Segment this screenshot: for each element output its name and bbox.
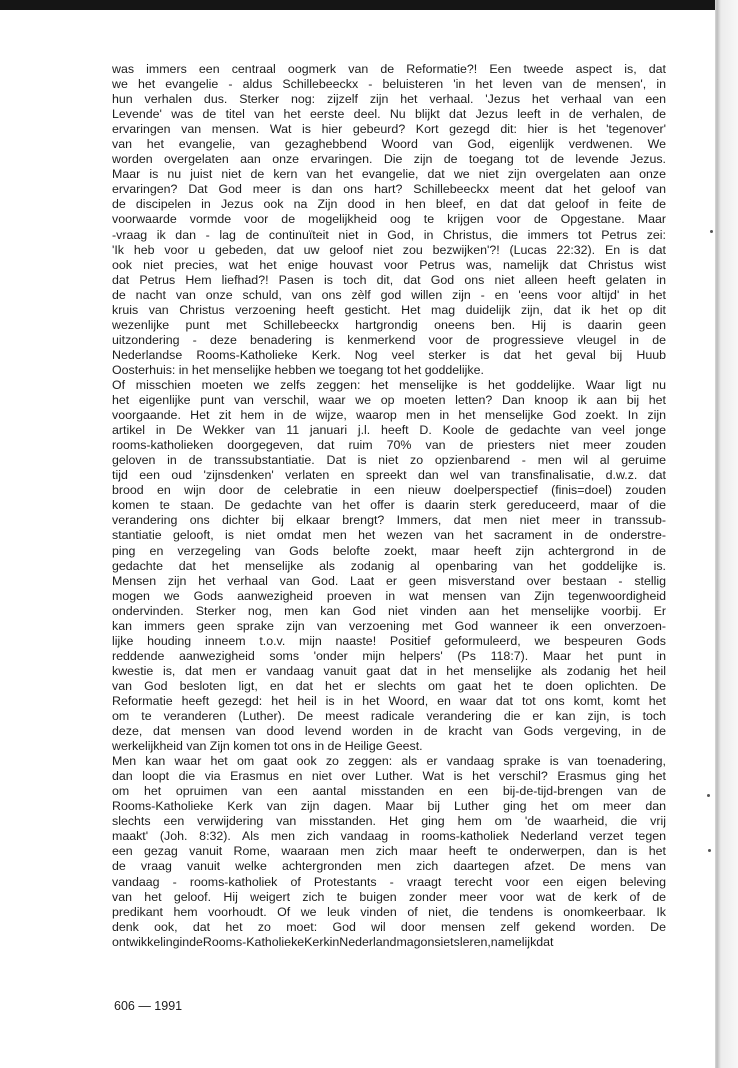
- text-line: de vraag vanuit welke achtergronden men zich daartegen afzet. De mens van: [112, 859, 666, 874]
- text-line: deze, dat mensen van dood levend worden in de kracht van Gods vergeving, in de: [112, 724, 666, 739]
- text-line: wezenlijke punt met Schillebeeckx hartgrondig oneens ben. Hij is daarin geen: [112, 317, 666, 332]
- paragraph: [112, 378, 666, 754]
- text-line: Reformatie heeft gezegd: het heil is in het Woord, en waar dat tot ons komt, komt het: [112, 693, 666, 708]
- text-line: Nederlandse Rooms-Katholieke Kerk. Nog veel sterker is dat het geval bij Huub: [112, 347, 666, 362]
- text-line: ondervinden. Sterker nog, men kan God niet vinden aan het menselijke voorbij. Er: [112, 603, 666, 618]
- text-line: Maar is nu juist niet de kern van het evangelie, dat we niet zijn overgelaten aan onze: [112, 167, 666, 182]
- text-line: Men kan waar het om gaat ook zo zeggen: als er vandaag sprake is van toenadering,: [112, 754, 666, 769]
- page-folio: 606 — 1991: [114, 999, 183, 1013]
- text-line: brood en wijn door de celebratie in een nieuw doelperspectief (finis=doel) zouden: [112, 483, 666, 498]
- text-line: Of misschien moeten we zelfs zeggen: het menselijke is het goddelijke. Waar ligt nu: [112, 377, 666, 392]
- text-line: verandering ons dichter bij elkaar brengt? Immers, dat men niet meer in transsub-: [112, 513, 666, 528]
- scan-speck: [708, 849, 711, 852]
- text-line: het eigenlijke punt van verschil, waar we op moeten letten? Dan knoop ik aan bij het: [112, 393, 666, 408]
- text-line: geloven in de transsubstantiatie. Dat is niet zo opzienbarend - men wil al geruime: [112, 453, 666, 468]
- text-line: voorgaande. Het zit hem in de wijze, waarop men in het menselijke God zoekt. In zijn: [112, 408, 666, 423]
- text-line: om te veranderen (Luther). De meest radicale verandering die er kan zijn, is toch: [112, 709, 666, 724]
- paragraph: [112, 754, 666, 950]
- text-line: gedachte dat het menselijke als zodanig al openbaring van het goddelijke is.: [112, 558, 666, 573]
- text-line: was immers een centraal oogmerk van de Reformatie?! Een tweede aspect is, dat: [112, 62, 666, 76]
- text-line: dat Petrus Hem liefhad?! Pasen is toch dit, dat God ons niet alleen heeft gelaten in: [112, 272, 666, 287]
- text-line: worden overgelaten aan onze ervaringen. Die zijn de toegang tot de levende Jezus.: [112, 152, 666, 167]
- text-line: werkelijkheid van Zijn komen tot ons in de Heilige Geest.: [112, 739, 423, 754]
- text-line: van het evangelie, van gezaghebbend Woord van God, eigenlijk verdwenen. We: [112, 137, 666, 152]
- text-line: slechts een verwijdering van misstanden. Het ging hem om 'de waarheid, die vrij: [112, 814, 666, 829]
- text-line: predikant hem voorhoudt. Of we leuk vinden of niet, die tendens is onomkeerbaar. Ik: [112, 904, 666, 919]
- text-line: Oosterhuis: in het menselijke hebben we toegang tot het goddelijke.: [112, 362, 484, 377]
- paragraph: [112, 62, 666, 378]
- text-line: Rooms-Katholieke Kerk van zijn dagen. Maar bij Luther ging het om meer dan: [112, 799, 666, 814]
- text-line: -vraag ik dan - lag de continuïteit niet in God, in Christus, die immers tot Petrus zei:: [112, 227, 666, 242]
- text-line: ook niet precies, wat het enige houvast voor Petrus was, namelijk dat Christus wist: [112, 257, 666, 272]
- text-line: ontwikkelingindeRooms-KatholiekeKerkinNederlandmagonsietsleren,namelijkdat: [112, 934, 554, 949]
- text-line: om het opruimen van een aantal misstanden en een bij-de-tijd-brengen van de: [112, 784, 666, 799]
- text-line: Levende' was de titel van het eerste deel. Nu blijkt dat Jezus leeft in de verhalen, de: [112, 107, 666, 122]
- text-line: ping en verzegeling van Gods belofte zoekt, maar heeft zijn achtergrond in de: [112, 543, 666, 558]
- scan-speck: [707, 794, 710, 797]
- text-line: de nacht van onze schuld, van ons zèlf god willen zijn - en 'eens voor altijd' in het: [112, 287, 666, 302]
- text-line: dan loopt die via Erasmus en niet over Luther. Wat is het verschil? Erasmus ging het: [112, 769, 666, 784]
- text-line: hun verhalen dus. Sterker nog: zijzelf zijn het verhaal. 'Jezus het verhaal van een: [112, 92, 666, 107]
- text-line: vandaag - rooms-katholiek of Protestants - vraagt terecht voor een eigen beleving: [112, 874, 666, 889]
- text-line: tijd een oud 'zijnsdenken' verlaten en spreekt dan wel van transfinalisatie, d.w.z. dat: [112, 468, 666, 483]
- text-line: een gezag vanuit Rome, waaraan men zich maar heeft te onderwerpen, dan is het: [112, 844, 666, 859]
- text-line: de discipelen in Jezus ook na Zijn dood in hen bleef, en dat dat geloof in feite de: [112, 197, 666, 212]
- text-line: ervaringen? Dat God meer is dan ons hart? Schillebeeckx meent dat het geloof van: [112, 182, 666, 197]
- article-body: [112, 62, 666, 950]
- text-line: kruis van Christus verzoening heeft gesticht. Het mag duidelijk zijn, dat ik het op dit: [112, 302, 666, 317]
- text-line: rooms-katholieken doorgegeven, dat ruim 70% van de priesters niet meer zouden: [112, 438, 666, 453]
- text-line: uitzondering - deze benadering is kenmerkend voor de progressieve vleugel in de: [112, 332, 666, 347]
- scan-page-edge: [715, 0, 738, 1068]
- text-line: ervaringen van mensen. Wat is hier gebeurd? Kort gezegd dit: hier is het 'tegenover': [112, 122, 666, 137]
- text-line: van het geloof. Hij weigert zich te buigen zonder meer voor wat de kerk of de: [112, 889, 666, 904]
- text-line: van God besloten ligt, en dat het er slechts om gaat het te doen oplichten. De: [112, 678, 666, 693]
- text-line: maakt' (Joh. 8:32). Als men zich vandaag in rooms-katholiek Nederland verzet tegen: [112, 829, 666, 844]
- scan-speck: [710, 230, 713, 233]
- text-line: 'Ik heb voor u gebeden, dat uw geloof niet zou bezwijken'?! (Lucas 22:32). En is dat: [112, 242, 666, 257]
- text-line: voorwaarde vormde voor de mogelijkheid oog te krijgen voor de Opgestane. Maar: [112, 212, 666, 227]
- scan-top-border: [0, 0, 738, 10]
- text-line: kwestie is, dat men er vandaag vanuit gaat dat in het menselijke als zodanig het heil: [112, 663, 666, 678]
- text-line: artikel in De Wekker van 11 januari j.l. heeft D. Koole de gedachte van veel jonge: [112, 423, 666, 438]
- text-line: denk ook, dat het zo moet: God wil door mensen zelf gekend worden. De: [112, 919, 666, 934]
- text-line: we het evangelie - aldus Schillebeeckx - beluisteren 'in het leven van de mensen', in: [112, 77, 666, 92]
- text-line: lijke houding inneem t.o.v. mijn naaste! Positief geformuleerd, we bespeuren Gods: [112, 633, 666, 648]
- text-line: komen te staan. De gedachte van het offer is daarin sterk gereduceerd, maar of die: [112, 498, 666, 513]
- text-line: reddende aanwezigheid soms 'onder mijn helpers' (Ps 118:7). Maar het punt in: [112, 648, 666, 663]
- text-line: stantiatie gelooft, is niet omdat men het wezen van het sacrament in de onderstre-: [112, 528, 666, 543]
- text-line: Mensen zijn het verhaal van God. Laat er geen misverstand over bestaan - stellig: [112, 573, 666, 588]
- text-line: kan immers geen sprake zijn van verzoening met God wanneer ik een onverzoen-: [112, 618, 666, 633]
- text-line: mogen we Gods aanwezigheid proeven in wat mensen van Zijn tegenwoordigheid: [112, 588, 666, 603]
